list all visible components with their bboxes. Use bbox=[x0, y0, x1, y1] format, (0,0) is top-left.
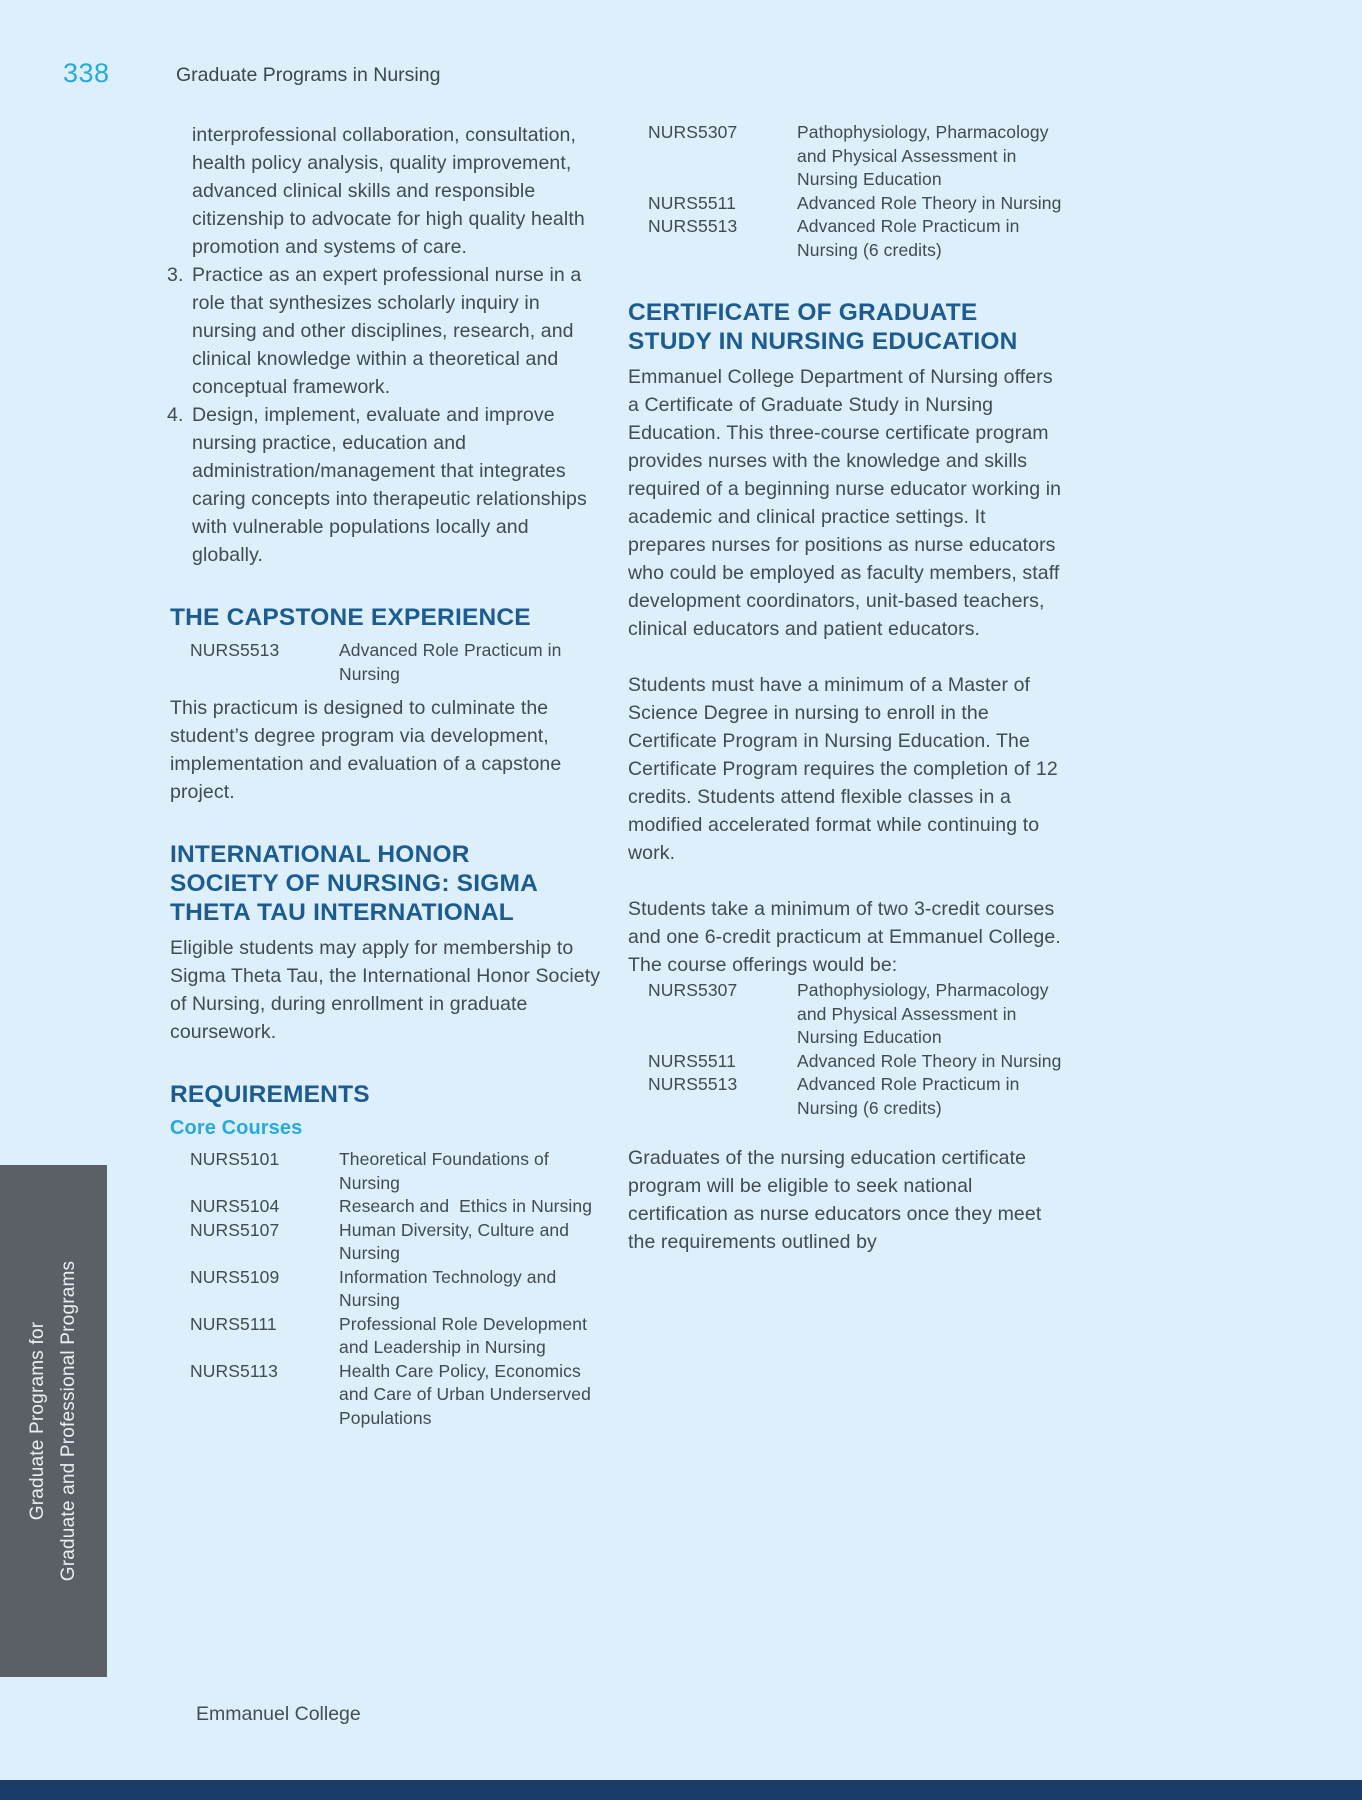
course-row bbox=[170, 1148, 602, 1195]
chapter-sidebar-tab bbox=[0, 1165, 107, 1677]
section-heading-capstone: THE CAPSTONE EXPERIENCE bbox=[170, 604, 531, 631]
course-title: Research and Ethics in Nursing bbox=[339, 1196, 593, 1216]
certificate-paragraph-2: Students must have a minimum of a Master of Science Degree in nursing to enroll in the Certificate Program in Nursing Education. The Certificate Program requires the completion of 12 credits. Students attend flexible classes in a modified accelerated format while continuing to work. bbox=[628, 674, 1058, 864]
list-item-text: Practice as an expert professional nurse in a role that synthesizes scholarly inquiry in nursing and other disciplines, research, and clinical knowledge within a theoretical and conceptual framework. bbox=[192, 264, 582, 398]
course-title: Professional Role Development and Leadership in Nursing bbox=[339, 1313, 592, 1357]
certificate-course-list bbox=[628, 979, 1064, 1120]
page-header-title: Graduate Programs in Nursing bbox=[176, 64, 441, 86]
course-code: NURS5513 bbox=[648, 1074, 738, 1094]
course-row bbox=[628, 192, 1064, 216]
course-row bbox=[170, 1219, 602, 1266]
course-code: NURS5113 bbox=[190, 1360, 279, 1381]
list-item-number: 4. bbox=[167, 404, 184, 426]
course-title: Information Technology and Nursing bbox=[339, 1266, 562, 1310]
sidebar-text-line1: Graduate Programs for bbox=[27, 1321, 49, 1521]
list-continuation-paragraph: interprofessional collaboration, consultation, health policy analysis, quality improvement, advanced clinical skills and responsible citizenship to advocate for high quality health promotion and systems of care. bbox=[192, 124, 585, 258]
course-code: NURS5109 bbox=[190, 1266, 280, 1287]
course-title: Advanced Role Practicum in Nursing bbox=[339, 640, 567, 684]
top-course-list bbox=[628, 121, 1064, 262]
sidebar-rotated-text bbox=[23, 1261, 85, 1581]
certificate-paragraph-3: Students take a minimum of two 3-credit courses and one 6-credit practicum at Emmanuel College. The course offerings would be: bbox=[628, 898, 1061, 976]
course-row bbox=[628, 215, 1064, 262]
course-row bbox=[170, 639, 602, 686]
left-column bbox=[167, 121, 602, 1430]
course-code: NURS5107 bbox=[190, 1219, 280, 1240]
list-item-number: 3. bbox=[167, 264, 184, 286]
sidebar-text-line2: Graduate and Professional Programs bbox=[58, 1260, 80, 1582]
course-title: Human Diversity, Culture and Nursing bbox=[339, 1219, 575, 1263]
course-title: Advanced Role Theory in Nursing bbox=[797, 192, 1062, 213]
section-heading-requirements: REQUIREMENTS bbox=[170, 1081, 370, 1108]
course-row bbox=[170, 1266, 602, 1313]
course-title: Pathophysiology, Pharmacology and Physical Assessment in Nursing Education bbox=[797, 980, 1054, 1047]
section-heading-certificate: CERTIFICATE OF GRADUATE STUDY IN NURSING EDUCATION bbox=[628, 299, 1018, 355]
course-row bbox=[628, 1073, 1064, 1120]
course-title: Advanced Role Practicum in Nursing (6 credits) bbox=[797, 1074, 1025, 1118]
course-code: NURS5511 bbox=[648, 192, 737, 213]
course-code: NURS5513 bbox=[648, 216, 738, 236]
course-code: NURS5511 bbox=[648, 1050, 737, 1071]
course-code: NURS5513 bbox=[190, 640, 280, 660]
course-code: NURS5111 bbox=[190, 1313, 277, 1334]
course-row bbox=[628, 979, 1064, 1050]
section-heading-honor-society: INTERNATIONAL HONOR SOCIETY OF NURSING: SIGMA THETA TAU INTERNATIONAL bbox=[170, 841, 538, 926]
list-item bbox=[167, 261, 602, 401]
list-item-text: Design, implement, evaluate and improve nursing practice, education and administration/management that integrates caring concepts into therapeutic relationships with vulnerable populations locally and globally. bbox=[192, 404, 587, 566]
subheading-core-courses: Core Courses bbox=[170, 1117, 303, 1139]
page-footer: Emmanuel College bbox=[196, 1703, 361, 1725]
certificate-paragraph-1: Emmanuel College Department of Nursing offers a Certificate of Graduate Study in Nursing Education. This three-course certificate program provides nurses with the knowledge and skills required of a beginning nurse educator working in academic and clinical practice settings. It prepares nurses for positions as nurse educators who could be employed as faculty members, staff development coordinators, unit-based teachers, clinical educators and patient educators. bbox=[628, 366, 1062, 640]
list-item bbox=[167, 401, 602, 569]
capstone-course-list bbox=[170, 639, 602, 686]
course-code: NURS5307 bbox=[648, 980, 738, 1000]
certificate-paragraph-4: Graduates of the nursing education certificate program will be eligible to seek national certification as nurse educators once they meet the requirements outlined by bbox=[628, 1147, 1042, 1253]
course-title: Pathophysiology, Pharmacology and Physical Assessment in Nursing Education bbox=[797, 122, 1054, 189]
course-code: NURS5104 bbox=[190, 1196, 280, 1216]
course-row bbox=[170, 1313, 602, 1360]
course-title: Advanced Role Practicum in Nursing (6 credits) bbox=[797, 216, 1025, 260]
course-title: Health Care Policy, Economics and Care of Urban Underserved Populations bbox=[339, 1360, 596, 1428]
course-code: NURS5307 bbox=[648, 122, 738, 142]
course-row bbox=[628, 1050, 1064, 1074]
capstone-paragraph: This practicum is designed to culminate the student’s degree program via development, implementation and evaluation of a capstone project. bbox=[170, 697, 562, 803]
page-number: 338 bbox=[63, 58, 110, 88]
course-row bbox=[628, 121, 1064, 192]
course-code: NURS5101 bbox=[190, 1149, 280, 1169]
course-row bbox=[170, 1195, 602, 1219]
honor-society-paragraph: Eligible students may apply for membership to Sigma Theta Tau, the International Honor Society of Nursing, during enrollment in graduate coursework. bbox=[170, 937, 601, 1043]
course-title: Theoretical Foundations of Nursing bbox=[339, 1149, 554, 1193]
core-course-list bbox=[170, 1148, 602, 1430]
bottom-accent-bar bbox=[0, 1780, 1362, 1800]
right-column bbox=[628, 121, 1064, 1256]
course-row bbox=[170, 1360, 602, 1431]
course-title: Advanced Role Theory in Nursing bbox=[797, 1050, 1062, 1071]
